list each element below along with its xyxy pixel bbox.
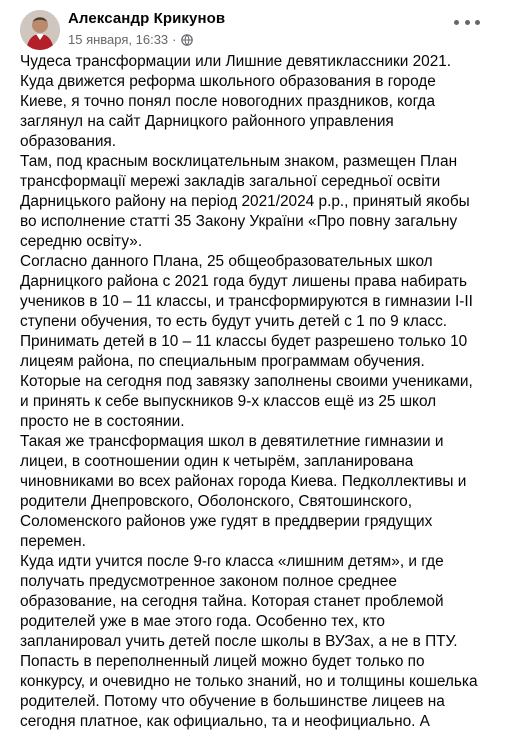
post-text (20, 52, 492, 732)
post-text-line: Соломенского районов уже гудят в преддверии грядущих (20, 513, 433, 530)
post-text-line: Согласно данного Плана, 25 общеобразовательных школ (20, 253, 433, 270)
post-text-line: перемен. (20, 533, 86, 550)
more-horiz-icon[interactable] (454, 14, 480, 30)
post-text-line: Куда движется реформа школьного образования в городе (20, 73, 436, 90)
post-text-line: Дарницкого района с 2021 года будут лишены права набирать (20, 273, 468, 290)
post-text-line: лицеям района, по специальным программам обучения. (20, 353, 425, 370)
post-text-line: образования. (20, 133, 117, 150)
post-text-line: ступени обучения, то есть будут учить детей с 1 по 9 класс. (20, 313, 448, 330)
post-text-line: Куда идти учится после 9-го класса «лишним детям», и где (20, 553, 444, 570)
post-text-line: родителей уже в мае этого года. Особенно тех, кто (20, 613, 385, 630)
post-text-line: Которые на сегодня под завязку заполнены своими учениками, (20, 373, 473, 390)
post-text-line: запланировал учить детей после школы в ВУЗах, а не в ПТУ. (20, 633, 458, 650)
post-date[interactable]: 15 января, 16:33 (68, 32, 169, 47)
post-text-line: Дарницького району на період 2021/2024 р.р., принятый якобы (20, 193, 470, 210)
meta-separator: · (172, 32, 177, 47)
post-text-line: Принимать детей в 10 – 11 классы будет разрешено только 10 (20, 333, 468, 350)
post-text-line: Там, под красным восклицательным знаком, размещен План (20, 153, 458, 170)
post-text-line: трансформації мережі закладів загальної середньої освіти (20, 173, 441, 190)
post-text-line: получать предусмотренное законом полное среднее (20, 573, 397, 590)
post-text-line: сегодня платное, как официально, та и неофициально. А (20, 713, 430, 730)
post-text-line: образование, на сегодня тайна. Которая станет проблемой (20, 593, 444, 610)
post-meta (68, 32, 193, 47)
post-text-line: Попасть в переполненный лицей можно будет только по (20, 653, 425, 670)
post-text-line: учеников в 10 – 11 классы, и трансформируются в гимназии I-II (20, 293, 473, 310)
post-text-line: и принять к себе выпускников 9-х классов ещё из 25 школ (20, 393, 437, 410)
more-dot (454, 20, 459, 25)
post-text-line: конкурсу, и очевидно не только знаний, но и толщины кошелька (20, 673, 478, 690)
more-dot (475, 20, 480, 25)
post-header (20, 8, 496, 48)
post-text-line: Киеве, я точно понял после новогодних праздников, когда (20, 93, 436, 110)
post-text-line: родителей. Потому что обучение в большинстве лицеев на (20, 693, 445, 710)
post-text-line: во исполнение статті 35 Закону України «Про повну загальну (20, 213, 458, 230)
more-dot (465, 20, 470, 25)
post-text-line: чиновниками во всех районах города Киева. Педколлективы и (20, 473, 467, 490)
author-name[interactable]: Александр Крикунов (68, 10, 226, 27)
post-text-line: лицеи, в соотношении один к четырём, запланирована (20, 453, 414, 470)
globe-icon[interactable] (181, 34, 193, 46)
author-avatar[interactable] (20, 10, 60, 50)
post-text-line: родители Днепровского, Оболонского, Святошинского, (20, 493, 412, 510)
post-text-line: Такая же трансформация школ в девятилетние гимназии и (20, 433, 444, 450)
post-text-line: середню освіту». (20, 233, 143, 250)
post-text-line: просто не в состоянии. (20, 413, 185, 430)
post-text-line: Чудеса трансформации или Лишние девятиклассники 2021. (20, 53, 452, 70)
author-photo (20, 10, 60, 50)
post-text-line: заглянул на сайт Дарницкого районного управления (20, 113, 394, 130)
